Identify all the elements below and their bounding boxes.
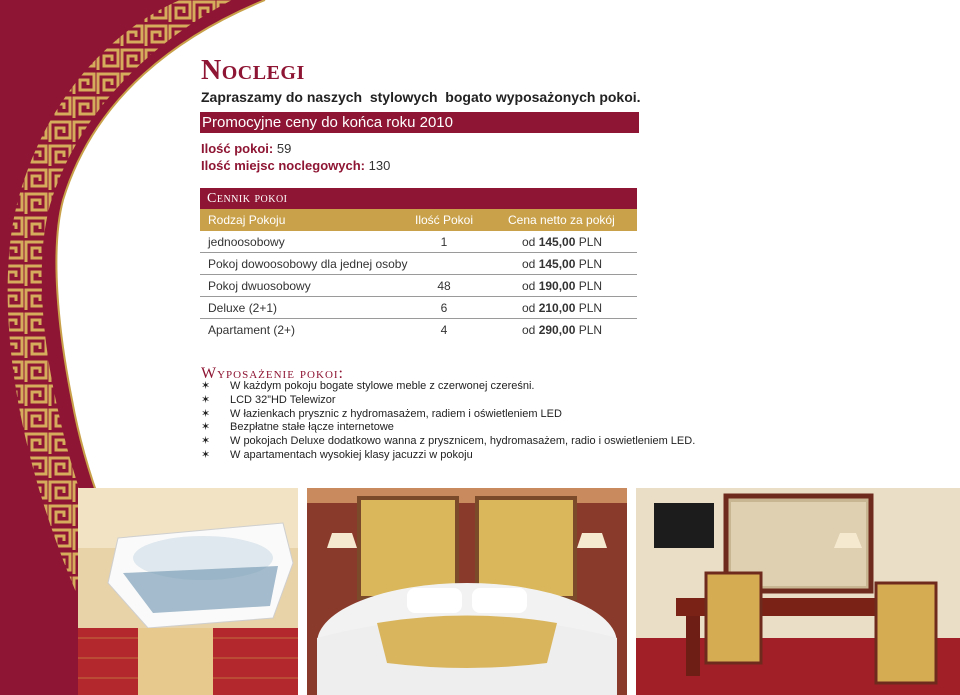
promo-banner: Promocyjne ceny do końca roku 2010 [200, 112, 639, 133]
page-title: Noclegi [201, 55, 305, 86]
room-desk-tv-photo [636, 488, 960, 695]
list-item: ✶ W apartamentach wysokiej klasy jacuzzi w pokoju [201, 448, 473, 461]
star-bullet-icon: ✶ [201, 421, 211, 434]
table-row [200, 297, 637, 319]
room-price: od 210,00 PLN [522, 301, 603, 315]
bedroom-round-bed-photo [307, 488, 627, 695]
room-count: 48 [437, 279, 451, 293]
table-row [200, 231, 637, 253]
column-header-room-count: Ilość Pokoi [414, 213, 474, 227]
price-table-header [200, 209, 637, 231]
room-count: 1 [440, 235, 448, 249]
room-price: od 145,00 PLN [522, 257, 603, 271]
price-table-title: Cennik pokoi [200, 188, 637, 209]
intro-text: Zapraszamy do naszych stylowych bogato wyposażonych pokoi. [201, 89, 641, 105]
column-header-price: Cena netto za pokój [508, 213, 615, 227]
rooms-count-label: Ilość pokoi: [201, 141, 274, 156]
table-row [200, 253, 637, 275]
table-row [200, 319, 637, 341]
bathroom-jacuzzi-photo [78, 488, 298, 695]
column-header-room-type: Rodzaj Pokoju [208, 213, 286, 227]
star-bullet-icon: ✶ [201, 407, 211, 420]
beds-count [201, 158, 390, 173]
room-price: od 145,00 PLN [522, 235, 603, 249]
room-type: Deluxe (2+1) [208, 301, 278, 315]
star-bullet-icon: ✶ [201, 448, 211, 461]
table-row [200, 275, 637, 297]
beds-count-label: Ilość miejsc noclegowych: [201, 158, 365, 173]
room-type: Apartament (2+) [208, 323, 296, 337]
star-bullet-icon: ✶ [201, 380, 211, 392]
list-item: ✶ W pokojach Deluxe dodatkowo wanna z prysznicem, hydromasażem, radio i oswietleniem LED. [201, 435, 696, 448]
room-price: od 290,00 PLN [522, 323, 603, 337]
room-count: 6 [440, 301, 448, 315]
room-type: Pokoj dowoosobowy dla jednej osoby [208, 257, 408, 271]
beds-count-value: 130 [368, 158, 391, 173]
list-item: ✶ W każdym pokoju bogate stylowe meble z czerwonej czereśni. [201, 380, 535, 392]
room-type: jednoosobowy [208, 235, 285, 249]
rooms-count [201, 141, 291, 156]
star-bullet-icon: ✶ [201, 435, 211, 448]
rooms-count-value: 59 [276, 141, 292, 156]
equipment-list [201, 380, 761, 463]
equipment-title: Wyposażenie pokoi: [201, 365, 344, 382]
room-price: od 190,00 PLN [522, 279, 603, 293]
list-item: ✶ Bezpłatne stałe łącze internetowe [201, 421, 394, 434]
room-type: Pokoj dwuosobowy [208, 279, 311, 293]
room-count: 4 [440, 323, 448, 337]
list-item: ✶ LCD 32”HD Telewizor [201, 393, 336, 406]
list-item: ✶ W łazienkach prysznic z hydromasażem, radiem i oświetleniem LED [201, 407, 562, 420]
star-bullet-icon: ✶ [201, 393, 211, 406]
